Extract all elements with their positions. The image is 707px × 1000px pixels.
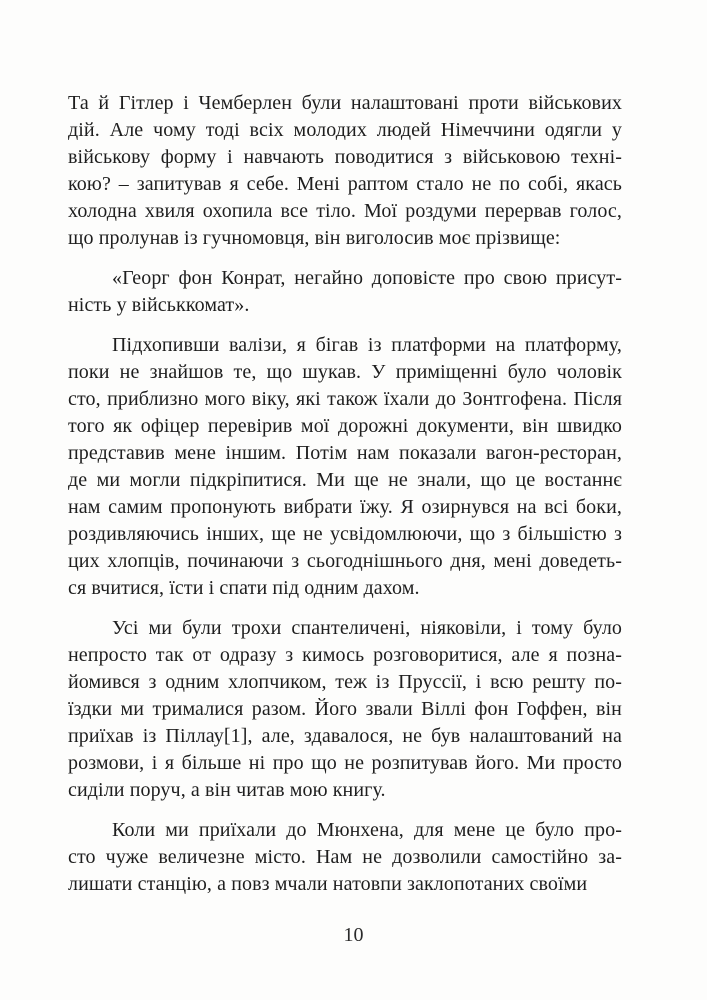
- text-line: сто чуже величезне місто. Нам не дозволили самостійно за-: [68, 846, 622, 868]
- text-line: холодна хвиля охопила все тіло. Мої роздуми перервав голос,: [68, 200, 622, 222]
- text-line: йомився з одним хлопчиком, теж із Пруссії, і всю решту по-: [68, 671, 622, 693]
- text-line: Підхопивши валізи, я бігав із платформи на платформу,: [112, 334, 622, 356]
- text-line: кою? – запитував я себе. Мені раптом стало не по собі, якась: [68, 173, 622, 195]
- text-line: Та й Гітлер і Чемберлен були налаштовані проти військових: [68, 92, 622, 114]
- paragraph: [68, 817, 622, 898]
- text-line: розмови, і я більше ні про що не розпитував його. Ми просто: [68, 752, 622, 774]
- text-line: Коли ми приїхали до Мюнхена, для мене це було про-: [112, 819, 622, 841]
- text-line: приїхав із Піллау[1], але, здавалося, не був налаштований на: [68, 725, 622, 747]
- text-line: сто, приблизно мого віку, які також їхали до Зонтгофена. Після: [68, 388, 622, 410]
- text-line: нам самим пропонують вибрати їжу. Я озирнувся на всі боки,: [68, 496, 622, 518]
- text-line: військову форму і навчають поводитися з військовою техні-: [68, 146, 622, 168]
- text-line: представив мене іншим. Потім нам показали вагон-ресторан,: [68, 442, 622, 464]
- text-line: їздки ми трималися разом. Його звали Віллі фон Гоффен, він: [68, 698, 622, 720]
- text-line: непросто так от одразу з кимось розговоритися, але я позна-: [68, 644, 622, 666]
- text-line: що пролунав із гучномовця, він виголосив моє прізвище:: [68, 227, 561, 249]
- text-line: сиділи поруч, а він читав мою книгу.: [68, 779, 386, 801]
- paragraph: [68, 265, 622, 319]
- text-line: поки не знайшов те, що шукав. У приміщенні було чоловік: [68, 361, 622, 383]
- text-line: де ми могли підкріпитися. Ми ще не знали, що це востаннє: [68, 469, 622, 491]
- paragraph: [68, 90, 622, 252]
- text-line: дій. Але чому тоді всіх молодих людей Німеччини одягли у: [68, 119, 622, 141]
- paragraph: [68, 615, 622, 804]
- text-line: того як офіцер перевірив мої дорожні документи, він швидко: [68, 415, 622, 437]
- page-number: 10: [343, 924, 364, 946]
- text-line: ся вчитися, їсти і спати під одним дахом.: [68, 577, 420, 599]
- paragraph: [68, 332, 622, 602]
- text-line: роздивляючись інших, ще не усвідомлюючи, що з більшістю з: [68, 523, 622, 545]
- text-line: ність у військкомат».: [68, 294, 250, 316]
- text-line: лишати станцію, а повз мчали натовпи заклопотаних своїми: [68, 873, 588, 895]
- page-text-block: [68, 90, 622, 898]
- text-line: Усі ми були трохи спантеличені, ніяковіли, і тому було: [112, 617, 622, 639]
- text-line: цих хлопців, починаючи з сьогоднішнього дня, мені доведеть-: [68, 550, 622, 572]
- text-line: «Георг фон Конрат, негайно доповісте про свою присут-: [112, 267, 622, 289]
